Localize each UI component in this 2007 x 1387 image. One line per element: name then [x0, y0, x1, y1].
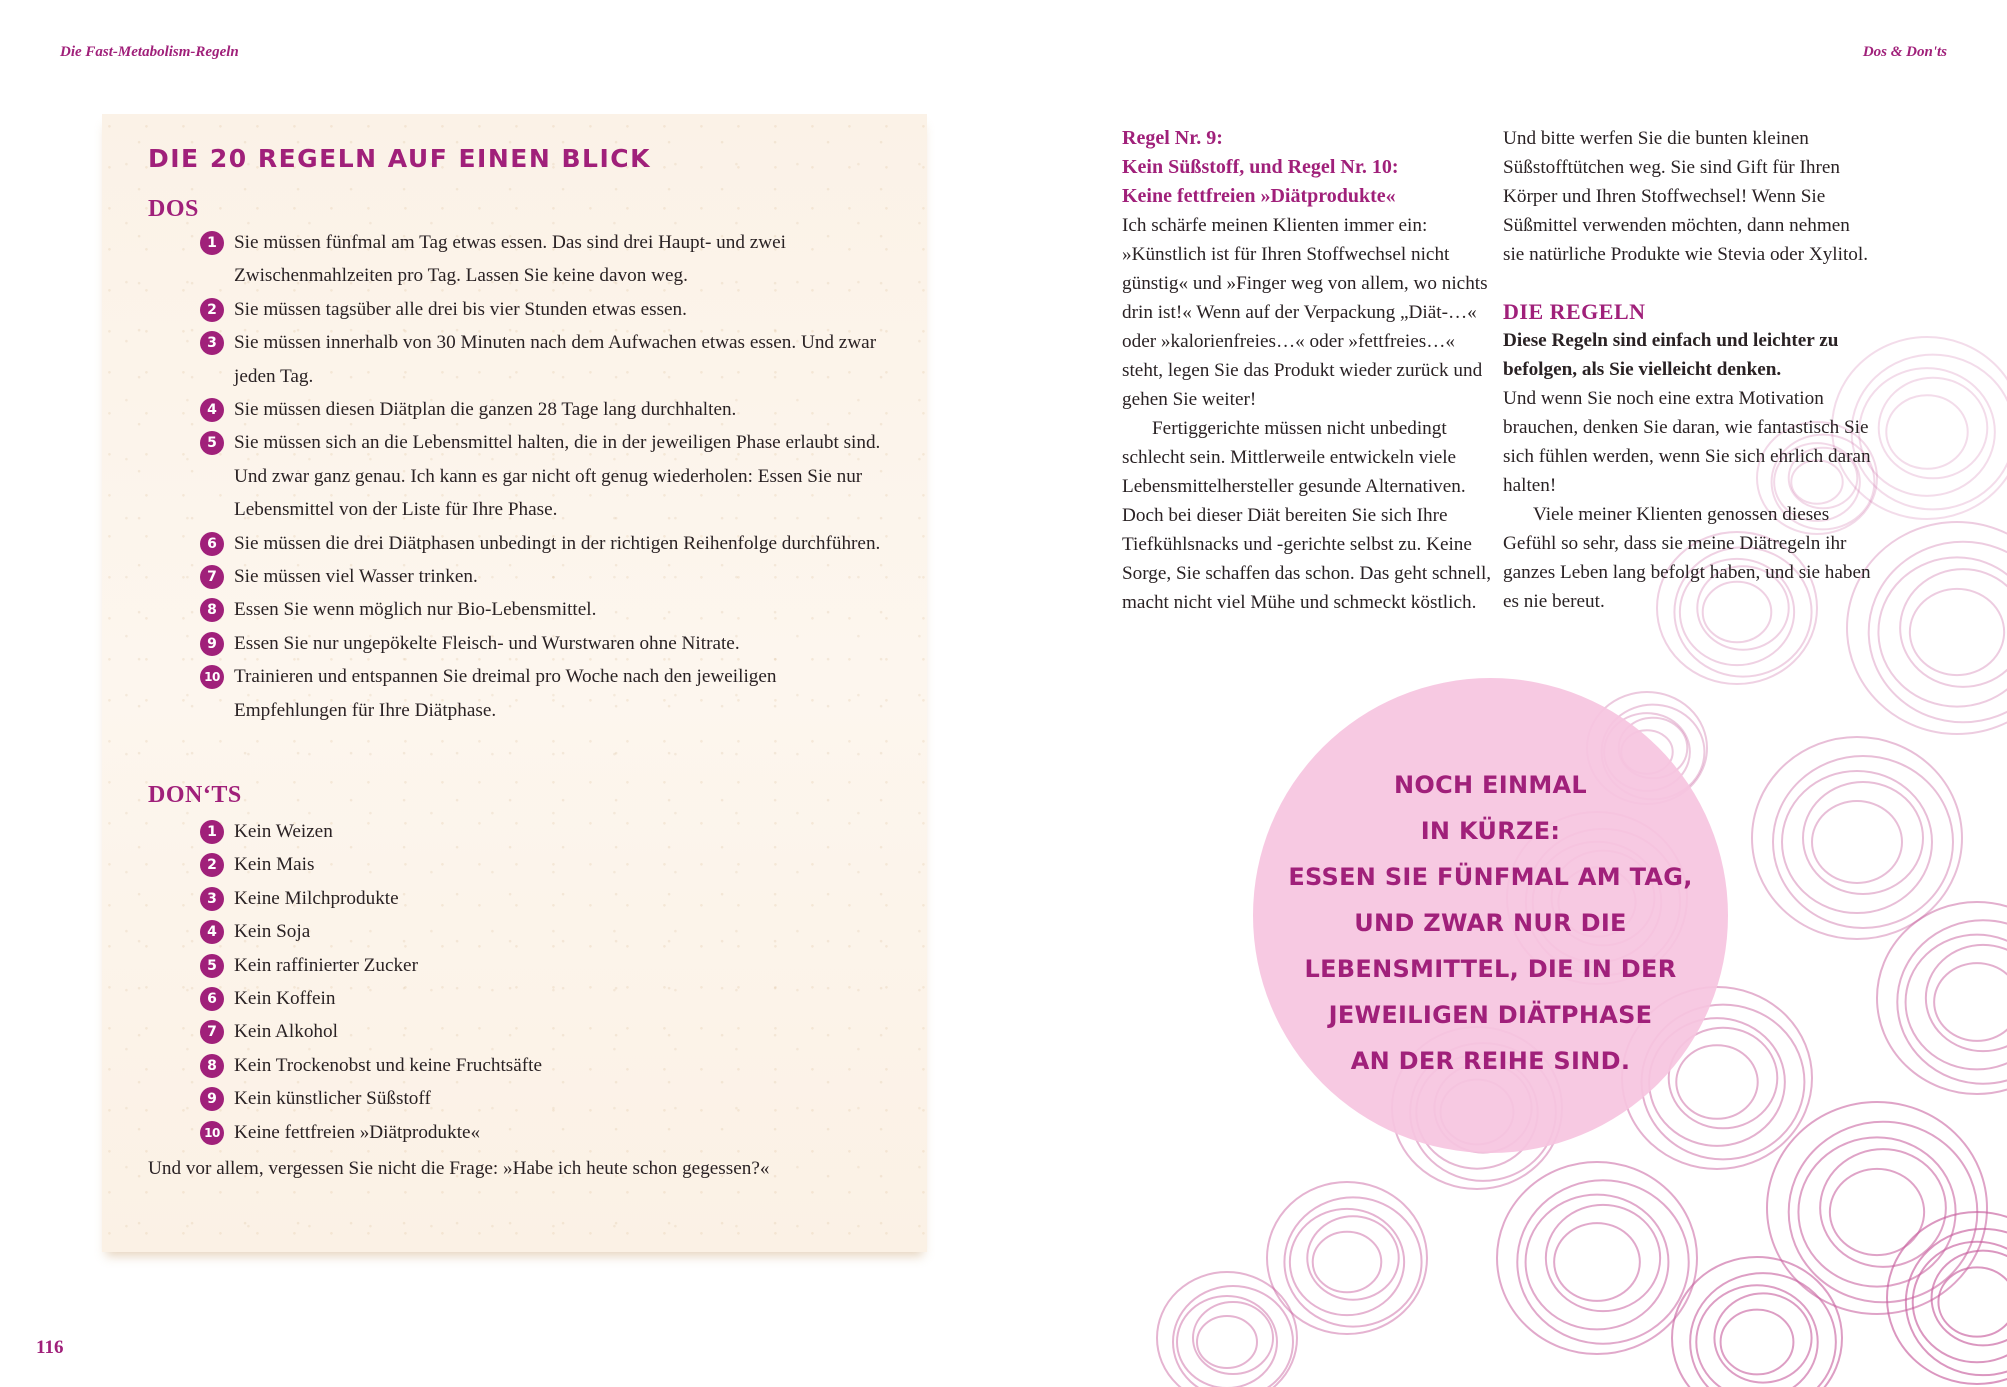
rule-text: Keine Milchprodukte: [234, 887, 399, 909]
rules-card: [102, 114, 927, 1252]
page-number: 116: [36, 1337, 64, 1358]
rule-text: Sie müssen innerhalb von 30 Minuten nach dem Aufwachen etwas essen. Und zwar jeden Tag.: [234, 332, 877, 387]
running-head-left: Die Fast-Metabolism-Regeln: [60, 44, 239, 60]
list-item: [200, 982, 890, 1015]
rule-heading-line-1: Regel Nr. 9:: [1122, 127, 1223, 149]
swirl-ring: [1307, 1216, 1398, 1299]
rule-text: Kein Weizen: [234, 821, 333, 842]
number-badge: 2: [200, 298, 224, 322]
rule-text: Kein Trockenobst und keine Fruchtsäfte: [234, 1054, 543, 1076]
swirl-ring: [1714, 1293, 1811, 1382]
rule-heading-line-2: Kein Süßstoff, und Regel Nr. 10:: [1122, 156, 1399, 178]
card-title: DIE 20 REGELN AUF EINEN BLICK: [148, 144, 651, 173]
number-badge: 6: [200, 532, 224, 556]
list-item: [200, 660, 890, 727]
list-item: [200, 949, 890, 982]
number-badge: 8: [200, 1054, 224, 1078]
list-item: [200, 915, 890, 948]
number-badge: 10: [200, 1121, 224, 1145]
rule-text: Keine fettfreien »Diätprodukte«: [234, 1121, 481, 1143]
rule-text: Sie müssen die drei Diätphasen unbedingt in der richtigen Reihenfolge durchführen.: [234, 532, 881, 554]
number-badge: 2: [200, 853, 224, 877]
rule-text: Trainieren und entspannen Sie dreimal pro Woche nach den jeweiligen Empfehlungen für Ihre Diätphase.: [234, 666, 777, 721]
swirl-ring: [1554, 1223, 1640, 1301]
summary-line: IN KÜRZE:: [1420, 817, 1561, 845]
summary-line: UND ZWAR NUR DIE: [1354, 909, 1627, 937]
summary-line: NOCH EINMAL: [1393, 771, 1587, 799]
rule-text: Sie müssen sich an die Lebensmittel halten, die in der jeweiligen Phase erlaubt sind. Und zwar ganz genau. Ich kann es gar nicht oft genug wiederholen: Essen Sie nur Lebensmittel von der Liste für Ihre Phase.: [234, 432, 881, 521]
number-badge: 1: [200, 231, 224, 255]
list-item: [200, 1049, 890, 1082]
swirl-ring: [1313, 1232, 1382, 1293]
swirl-ring: [1886, 395, 1967, 468]
number-badge: 5: [200, 431, 224, 455]
swirl-ring: [1546, 1205, 1660, 1311]
rule-text: Kein künstlicher Süßstoff: [234, 1088, 431, 1110]
rule-text: Sie müssen diesen Diätplan die ganzen 28 Tage lang durchhalten.: [234, 399, 737, 421]
rule-text: Sie müssen viel Wasser trinken.: [234, 566, 478, 588]
list-item: [200, 593, 890, 626]
running-head-right: Dos & Don'ts: [1862, 44, 1947, 60]
number-badge: 10: [200, 665, 224, 689]
rule-text: Essen Sie wenn möglich nur Bio-Lebensmittel.: [234, 599, 597, 621]
number-badge: 4: [200, 398, 224, 422]
list-item: [200, 815, 890, 848]
list-item: [200, 1015, 890, 1048]
list-item: [200, 1082, 890, 1115]
summary-text: [1253, 762, 1728, 1084]
number-badge: 7: [200, 565, 224, 589]
rule-text: Kein Alkohol: [234, 1021, 338, 1043]
dos-title: DOS: [148, 196, 199, 222]
rule-text: Kein Soja: [234, 921, 311, 943]
number-badge: 9: [200, 632, 224, 656]
swirl-ring: [1938, 1267, 2007, 1336]
swirl-ring: [1820, 1149, 1946, 1267]
summary-line: LEBENSMITTEL, DIE IN DER: [1304, 955, 1677, 983]
rule-text: Sie müssen fünfmal am Tag etwas essen. Das sind drei Haupt- und zwei Zwischenmahlzeiten pro Tag. Lassen Sie keine davon weg.: [234, 232, 786, 287]
paragraph: Und bitte werfen Sie die bunten kleinen Süßstofftütchen weg. Sie sind Gift für Ihren Körper und Ihren Stoffwechsel! Wenn Sie Süßmittel verwenden möchten, dann nehmen sie natürliche Produkte wie Stevia oder Xylitol.: [1503, 128, 1869, 265]
number-badge: 8: [200, 598, 224, 622]
number-badge: 3: [200, 887, 224, 911]
rule-text: Essen Sie nur ungepökelte Fleisch- und Wurstwaren ohne Nitrate.: [234, 632, 740, 654]
swirl-ring: [1879, 378, 1988, 479]
list-item: [200, 1116, 890, 1149]
swirl-ring: [1900, 569, 2007, 687]
list-item: [200, 882, 890, 915]
number-badge: 4: [200, 920, 224, 944]
rule-text: Sie müssen tagsüber alle drei bis vier Stunden etwas essen.: [234, 298, 687, 320]
list-item: [200, 226, 890, 293]
swirl-ring: [1193, 1302, 1273, 1374]
number-badge: 7: [200, 1020, 224, 1044]
summary-line: ESSEN SIE FÜNFMAL AM TAG,: [1288, 863, 1693, 891]
bold-paragraph: Diese Regeln sind einfach und leichter zu befolgen, als Sie vielleicht denken.: [1503, 330, 1839, 380]
list-item: [200, 560, 890, 593]
swirl-ring: [1690, 1273, 1836, 1387]
column-right: [1503, 124, 1873, 616]
donts-list: [200, 815, 890, 1149]
swirl-ring: [1803, 782, 1923, 894]
list-item: [200, 627, 890, 660]
paragraph: Ich schärfe meinen Klienten immer ein: »Künstlich ist für Ihren Stoffwechsel nicht günstig« und »Finger weg von allem, wo nichts drin ist!« Wenn auf der Verpackung „Diät-…« oder »kalorienfreies…« oder »fettfreies…« steht, legen Sie das Produkt wieder zurück und gehen Sie weiter!: [1122, 215, 1488, 410]
donts-title: DON‘TS: [148, 782, 242, 808]
rule-heading-line-3: Keine fettfreien »Diätprodukte«: [1122, 185, 1396, 207]
paragraph: Und wenn Sie noch eine extra Motivation brauchen, denken Sie daran, wie fantastisch Sie sich fühlen werden, wenn Sie sich ehrlich daran halten!: [1503, 388, 1871, 496]
swirl-ring: [1812, 801, 1902, 883]
summary-line: JEWEILIGEN DIÄTPHASE: [1328, 1001, 1653, 1029]
summary-line: AN DER REIHE SIND.: [1350, 1047, 1631, 1075]
swirl-ring: [1782, 771, 1932, 913]
list-item: [200, 293, 890, 326]
list-item: [200, 527, 890, 560]
list-item: [200, 326, 890, 393]
swirl-ring: [1721, 1310, 1794, 1375]
swirl-ring: [1752, 737, 1962, 939]
swirl-ring: [1934, 963, 2007, 1041]
swirl-ring: [1197, 1316, 1257, 1368]
number-badge: 5: [200, 954, 224, 978]
regeln-title: DIE REGELN: [1503, 299, 1646, 324]
summary-bubble: [1253, 678, 1728, 1153]
closing-line: Und vor allem, vergessen Sie nicht die Frage: »Habe ich heute schon gegessen?«: [148, 1158, 770, 1179]
swirl-ring: [1497, 1162, 1697, 1354]
swirl-ring: [1926, 945, 2007, 1051]
swirl-ring: [1869, 542, 2007, 723]
number-badge: 9: [200, 1087, 224, 1111]
dos-list: [200, 226, 890, 727]
rule-text: Kein Mais: [234, 854, 315, 876]
column-left: [1122, 124, 1492, 617]
swirl-ring: [1798, 1137, 1955, 1286]
number-badge: 1: [200, 820, 224, 844]
rule-text: Kein Koffein: [234, 988, 336, 1010]
paragraph: Viele meiner Klienten genossen dieses Gefühl so sehr, dass sie meine Diätregeln ihr ganzes Leben lang befolgt haben, und sie haben es nie bereut.: [1503, 504, 1871, 612]
swirl-ring: [1830, 1169, 1924, 1255]
swirl-ring: [1906, 935, 2007, 1070]
number-badge: 6: [200, 987, 224, 1011]
swirl-ring: [1910, 589, 2004, 675]
list-item: [200, 426, 890, 526]
rule-text: Kein raffinierter Zucker: [234, 954, 418, 976]
paragraph: Fertiggerichte müssen nicht unbedingt schlecht sein. Mittlerweile entwickeln viele Lebensmittelhersteller gesunde Alternativen. Doch bei dieser Diät bereiten Sie sich Ihre Tiefkühlsnacks und -gerichte selbst zu. Keine Sorge, Sie schaffen das schon. Das geht schnell, macht nicht viel Mühe und schmeckt köstlich.: [1122, 418, 1492, 613]
list-item: [200, 848, 890, 881]
number-badge: 3: [200, 331, 224, 355]
list-item: [200, 393, 890, 426]
